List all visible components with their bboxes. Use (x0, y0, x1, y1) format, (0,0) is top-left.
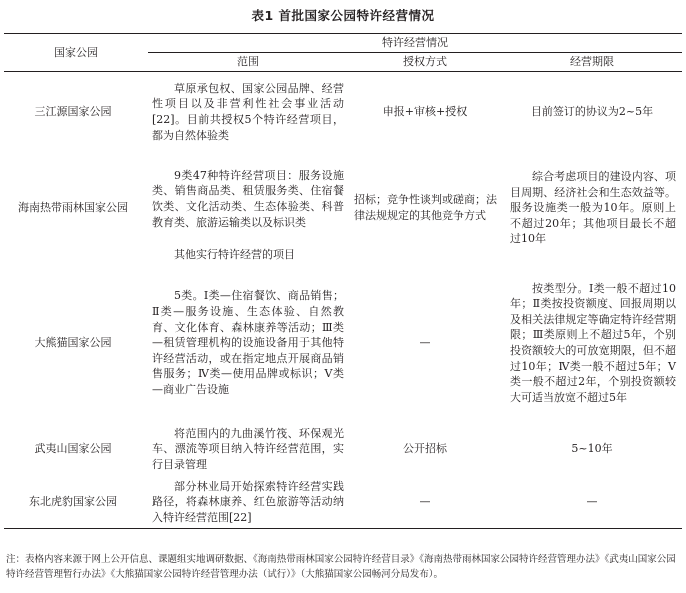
scope-cell: 将范围内的九曲溪竹筏、环保观光车、漂流等项目纳入特许经营范围，实行目录管理 (152, 426, 344, 471)
table-row (4, 476, 682, 529)
park-name: 海南热带雨林国家公园 (18, 201, 128, 215)
header-group: 特许经营情况 (148, 34, 682, 53)
header-park: 国家公园 (4, 34, 148, 72)
table-row (4, 422, 682, 476)
scope-cell: 9类47种特许经营项目：服务设施类、销售商品类、租赁服务类、住宿餐饮类、文化活动类、生态体验类、科普教育类、旅游运输类以及标识类 (152, 168, 344, 229)
park-name: 三江源国家公园 (34, 105, 112, 119)
scope-cell: 5类。Ⅰ类—住宿餐饮、商品销售；Ⅱ类—服务设施、生态体验、自然教育、文化体育、森林康养等活动；Ⅲ类—租赁管理机构的设施设备用于其他特许经营活动，或在指定地点开展商品销售服务；Ⅳ类—使用品牌或标识；Ⅴ类—商业广告设施 (152, 289, 344, 396)
park-name: 东北虎豹国家公园 (4, 476, 148, 529)
park-name: 武夷山国家公园 (34, 442, 112, 456)
header-auth: 授权方式 (348, 53, 502, 72)
auth-cell: 申报+审核+授权 (382, 105, 468, 119)
auth-cell: 招标；竞争性谈判或磋商；法律法规规定的其他竞争方式 (354, 193, 497, 222)
table-row (4, 264, 682, 422)
auth-cell: 公开招标 (403, 442, 447, 456)
table-row (4, 152, 682, 246)
term-cell: 按类型分。Ⅰ类一般不超过10年；Ⅱ类按投资额度、回报周期以及相关法律规定等确定特许经营期限；Ⅲ类原则上不超过5年，个别投资额较大的可放宽期限，但不超过10年；Ⅳ类一般不超过5年；Ⅴ类一般不超过2年，个别投资额较大可适当放宽不超过5年 (510, 281, 676, 404)
header-row-group (4, 34, 682, 53)
table-title: 表1 首批国家公园特许经营情况 (251, 8, 435, 23)
auth-cell: — (348, 476, 502, 529)
header-scope: 范围 (148, 53, 348, 72)
term-cell: — (502, 476, 682, 529)
auth-cell: — (419, 336, 431, 350)
term-cell: 综合考虑项目的建设内容、项目周期、经济社会和生态效益等。服务设施类一般为10年。原则上不超过20年；其他项目最长不超过10年 (510, 170, 676, 246)
term-cell: 目前签订的协议为2~5年 (530, 105, 654, 119)
concession-table (4, 33, 682, 529)
scope-extra-cell: 其他实行特许经营的项目 (174, 248, 295, 262)
header-term: 经营期限 (502, 53, 682, 72)
park-name: 大熊猫国家公园 (34, 336, 112, 350)
scope-cell: 草原承包权、国家公园品牌、经营性项目以及非营利性社会事业活动[22]。目前共授权5个特许经营项目，都为自然体验类 (152, 81, 344, 142)
term-cell: 5~10年 (571, 442, 613, 456)
table-row (4, 72, 682, 153)
scope-cell: 部分林业局开始探索特许经营实践路径，将森林康养、红色旅游等活动纳入特许经营范围[22] (148, 476, 348, 529)
table-note: 注：表格内容来源于网上公开信息、课题组实地调研数据、《海南热带雨林国家公园特许经营目录》《海南热带雨林国家公园特许经营管理办法》《武夷山国家公园特许经营管理暂行办法》《大熊猫国家公园特许经营管理办法（试行）》（大熊猫国家公园畅河分局发布）。 (6, 554, 676, 580)
